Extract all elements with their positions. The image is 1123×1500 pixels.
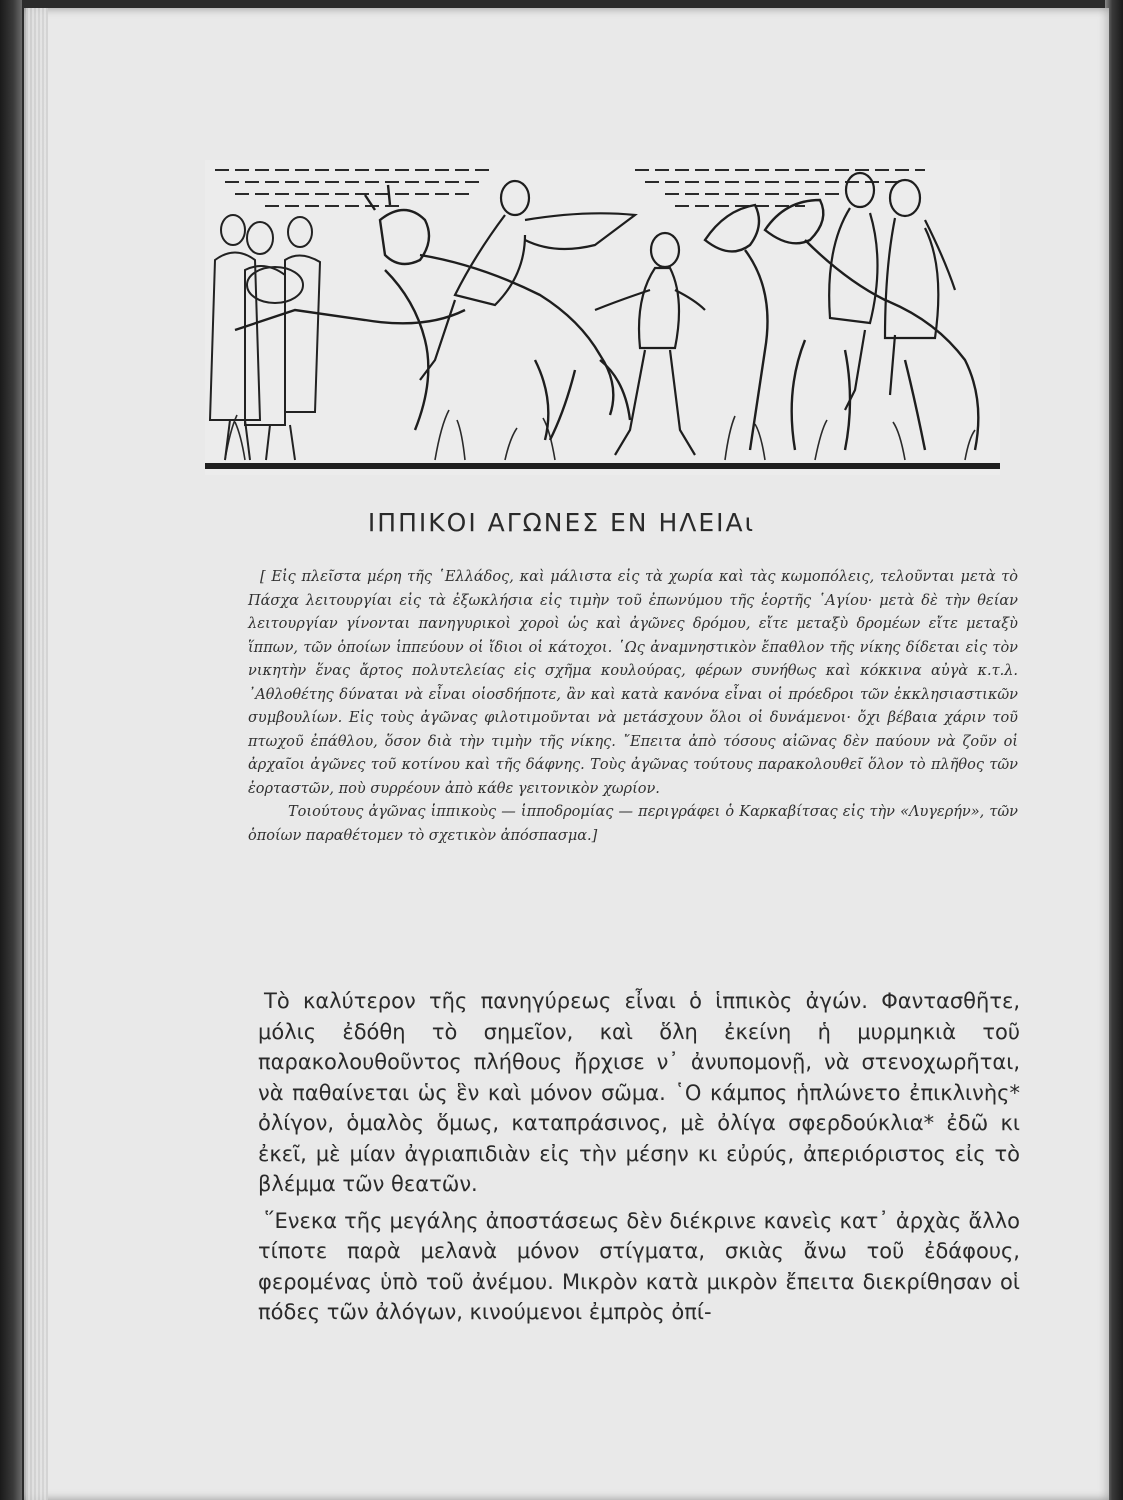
intro-paragraph-2: Τοιούτους ἀγῶνας ἱππικοὺς — ἱπποδρομίας — περιγράφει ὁ Καρκαβίτσας εἰς τὴν «Λυγερήν», τῶν ὁποίων παραθέτομεν τὸ σχετικὸν ἀπόσπασμα.] xyxy=(248,804,1018,844)
body-paragraph-1: Τὸ καλύτερον τῆς πανηγύρεως εἶναι ὁ ἱππικὸς ἀγών. Φαντασθῆτε, μόλις ἐδόθη τὸ σημεῖον, καὶ ὅλη ἐκείνη ἡ μυρμηκιὰ τοῦ παρακολουθοῦντος πλήθους ἤρχισε ν᾿ ἀνυπομονῇ, νὰ στενοχωρῆται, νὰ παθαίνεται ὡς ἓν καὶ μόνον σῶμα. ῾Ο κάμπος ἡπλώνετο ἐπικλινὴς* ὀλίγον, ὁμαλὸς ὅμως, καταπράσινος, μὲ ὀλίγα σφερδούκλια* ἐδῶ κι ἐκεῖ, μὲ μίαν ἀγριαπιδιὰν εἰς τὴν μέσην κι εὐρύς, ἀπεριόριστος εἰς τὸ βλέμμα τῶν θεατῶν. xyxy=(258,989,1020,1196)
scan-edge-left xyxy=(0,0,22,1500)
intro-note xyxy=(248,566,1018,848)
intro-paragraph-1: [ Εἰς πλεῖστα μέρη τῆς ῾Ελλάδος, καὶ μάλιστα εἰς τὰ χωρία καὶ τὰς κωμοπόλεις, τελοῦνται μετὰ τὸ Πάσχα λειτουργίαι εἰς τὰ ἐξωκλήσια εἰς τιμὴν τοῦ ἐπωνύμου τῆς ἑορτῆς ῾Αγίου· μετὰ δὲ τὴν θείαν λειτουργίαν γίνονται πανηγυρικοὶ χοροὶ ὡς καὶ ἀγῶνες δρόμου, εἴτε μεταξὺ δρομέων εἴτε μεταξὺ ἵππων, τῶν ὁποίων ἱππεύουν οἱ ἴδιοι οἱ κάτοχοι. ῾Ως ἀναμνηστικὸν ἔπαθλον τῆς νίκης δίδεται εἰς τὸν νικητὴν ἕνας ἄρτος πολυτελείας εἰς σχῆμα κουλούρας, φέρων συνήθως καὶ κόκκινα αὐγὰ κ.τ.λ. ᾿Αθλοθέτης δύναται νὰ εἶναι οἱοσδήποτε, ἂν καὶ κατὰ κανόνα εἶναι οἱ πρόεδροι τῶν ἐκκλησιαστικῶν συμβουλίων. Εἰς τοὺς ἀγῶνας φιλοτιμοῦνται νὰ μετάσχουν ὅλοι οἱ δυνάμενοι· ὄχι βέβαια χάριν τοῦ πτωχοῦ ἐπάθλου, ὅσον διὰ τὴν τιμὴν τῆς νίκης. ῎Επειτα ἀπὸ τόσους αἰῶνας δὲν παύουν νὰ ζοῦν οἱ ἀρχαῖοι ἀγῶνες τοῦ κοτίνου καὶ τῆς δάφνης. Τοὺς ἀγῶνας τούτους παρακολουθεῖ ὅλον τὸ πλῆθος τῶν ἑορταστῶν, ποὺ συρρέουν ἀπὸ κάθε γειτονικὸν χωρίον. xyxy=(248,569,1018,797)
woodcut-horse-race-illustration xyxy=(205,160,1000,475)
body-paragraph-2: ῞Ενεκα τῆς μεγάλης ἀποστάσεως δὲν διέκρινε κανεὶς κατ᾿ ἀρχὰς ἄλλο τίποτε παρὰ μελανὰ μόνον στίγματα, σκιὰς ἄνω τοῦ ἐδάφους, φερομένας ὑπὸ τοῦ ἀνέμου. Μικρὸν κατὰ μικρὸν ἔπειτα διεκρίθησαν οἱ πόδες τῶν ἀλόγων, κινούμενοι ἐμπρὸς ὀπί- xyxy=(258,1208,1020,1324)
main-text xyxy=(258,986,1020,1328)
page-stack-edge xyxy=(26,8,48,1500)
page-title: ΙΠΠΙΚΟΙ ΑΓΩΝΕΣ ΕΝ ΗΛΕΙΑι xyxy=(367,508,756,537)
